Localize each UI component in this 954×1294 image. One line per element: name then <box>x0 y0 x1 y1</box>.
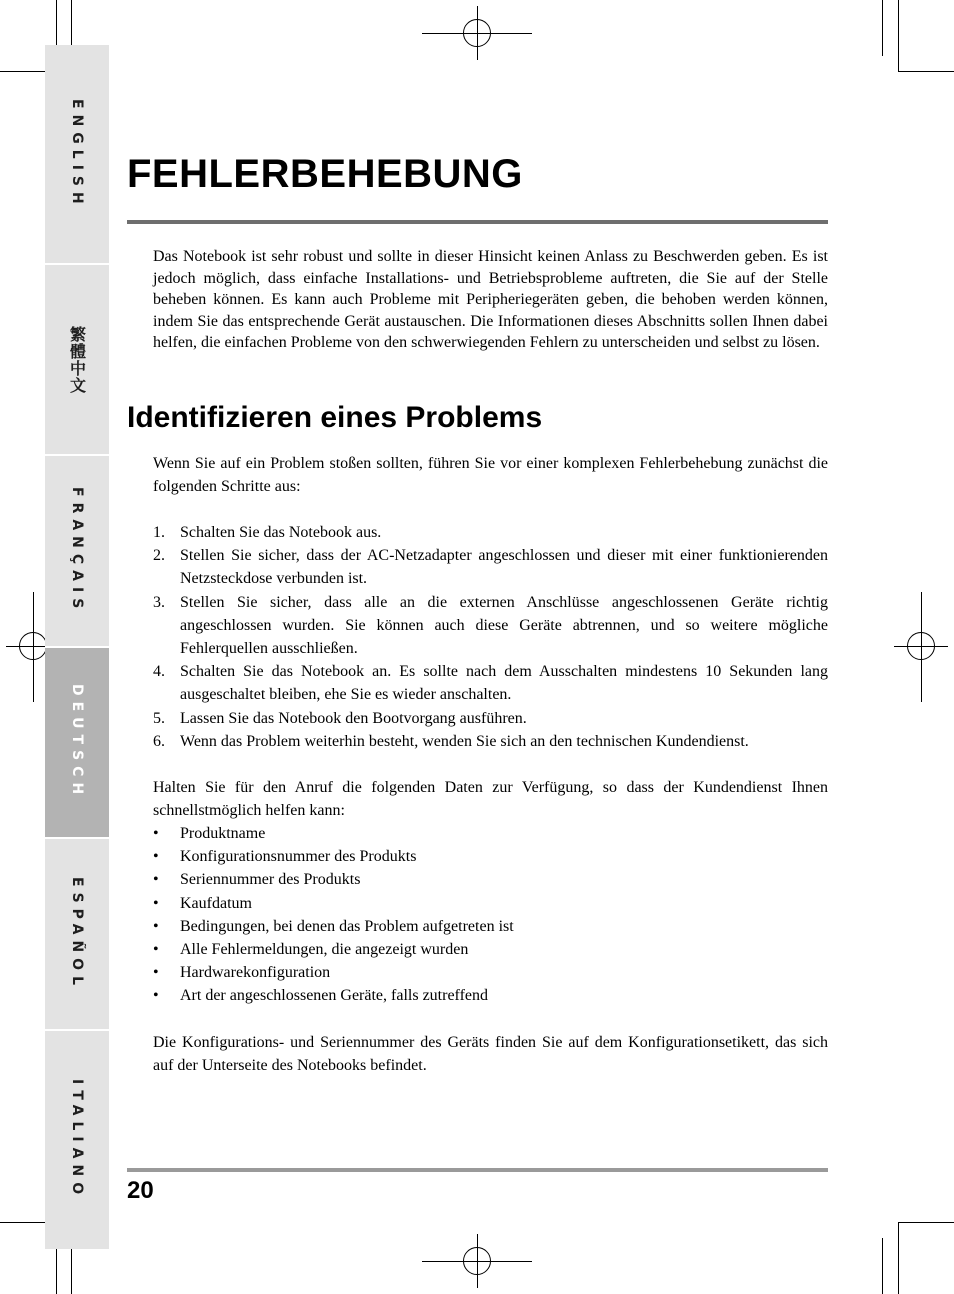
tab-label-italiano: ITALIANO <box>69 1079 85 1201</box>
list-item <box>153 984 828 1007</box>
tab-label-francais: FRANÇAIS <box>69 487 85 615</box>
list-item <box>153 730 828 753</box>
page-number: 20 <box>127 1177 154 1204</box>
bullet-text: Hardwarekonfiguration <box>180 964 331 982</box>
crop-mark <box>898 1222 899 1294</box>
step-number: 1. <box>153 524 165 541</box>
step-text: Wenn das Problem weiterhin besteht, wenden Sie sich an den technischen Kundendienst. <box>180 732 749 750</box>
list-item <box>153 915 828 938</box>
support-info-list <box>153 822 828 1008</box>
bullet: • <box>153 894 159 912</box>
bullet-text: Alle Fehlermeldungen, die angezeigt wurden <box>180 941 469 959</box>
tab-deutsch[interactable] <box>45 648 109 837</box>
bullet: • <box>153 941 159 959</box>
tab-label-deutsch: DEUTSCH <box>69 684 85 801</box>
step-number: 6. <box>153 732 165 750</box>
tab-label-english: ENGLISH <box>69 98 85 210</box>
bullet-text: Art der angeschlossenen Geräte, falls zutreffend <box>180 987 489 1005</box>
bullet: • <box>153 825 159 842</box>
tab-label-traditional-chinese: 繁體中文 <box>67 325 87 394</box>
intro-paragraph: Das Notebook ist sehr robust und sollte in dieser Hinsicht keinen Anlass zu Beschwerden geben. Es ist jedoch möglich, dass einfache Installations- und Betriebsprobleme auftreten, die Sie auf der Stelle beheben können. Es kann auch Probleme mit Peripheriegeräten geben, die behoben werden können, indem Sie das entsprechende Gerät austauschen. Die Informationen dieses Abschnitts sollen Ihnen dabei helfen, die einfachen Probleme von den schwerwiegenden Fehlern zu unterscheiden und selbst zu lösen. <box>153 248 828 351</box>
section-lead: Wenn Sie auf ein Problem stoßen sollten, führen Sie vor einer komplexen Fehlerbehebung zunächst die folgenden Schritte aus: <box>153 455 828 495</box>
step-text: Stellen Sie sicher, dass der AC-Netzadapter angeschlossen und dieser mit einer funktionierenden Netzsteckdose verbunden ist. <box>180 547 828 588</box>
bullet: • <box>153 848 159 866</box>
list-item <box>153 938 828 961</box>
crop-mark <box>882 0 883 56</box>
step-text: Stellen Sie sicher, dass alle an die externen Anschlüsse angeschlossenen Geräte richtig angeschlossen wurden. Sie können auch diese Geräte abtrennen, und so weitere mögliche Fehlerquellen ausschließen. <box>180 593 828 658</box>
registration-circle <box>463 19 491 47</box>
registration-circle <box>907 632 935 660</box>
page-title: FEHLERBEHEBUNG <box>127 152 523 196</box>
step-text: Lassen Sie das Notebook den Bootvorgang ausführen. <box>180 709 527 727</box>
tab-label-espanol: ESPAÑOL <box>69 877 85 991</box>
list-item <box>153 961 828 984</box>
support-intro: Halten Sie für den Anruf die folgenden Daten zur Verfügung, so dass der Kundendienst Ihnen schnellstmöglich helfen kann: <box>153 779 828 819</box>
step-number: 3. <box>153 593 165 611</box>
crop-mark <box>898 0 899 71</box>
bullet: • <box>153 987 159 1005</box>
list-item <box>153 521 828 544</box>
steps-list <box>153 521 828 753</box>
step-text: Schalten Sie das Notebook aus. <box>180 524 382 541</box>
registration-circle <box>19 632 47 660</box>
crop-mark <box>898 71 954 72</box>
section-heading: Identifizieren eines Problems <box>127 401 543 434</box>
step-number: 2. <box>153 547 165 565</box>
list-item <box>153 591 828 661</box>
step-number: 4. <box>153 663 165 681</box>
title-rule <box>127 220 828 224</box>
bullet: • <box>153 917 159 935</box>
crop-mark <box>882 1238 883 1294</box>
registration-circle <box>463 1247 491 1275</box>
closing-paragraph: Die Konfigurations- und Seriennummer des Geräts finden Sie auf dem Konfigurationsetikett, das sich auf der Unterseite des Notebooks befindet. <box>153 1034 828 1074</box>
bullet: • <box>153 871 159 889</box>
bullet-text: Bedingungen, bei denen das Problem aufgetreten ist <box>180 917 514 935</box>
language-tabs <box>45 45 109 1249</box>
list-item <box>153 822 828 845</box>
step-text: Schalten Sie das Notebook an. Es sollte nach dem Ausschalten mindestens 10 Sekunden lang ausgeschaltet bleiben, ehe Sie es wieder anschalten. <box>180 663 828 704</box>
list-item <box>153 845 828 868</box>
footer-rule <box>127 1168 828 1172</box>
tab-francais[interactable] <box>45 456 109 646</box>
bullet: • <box>153 964 159 982</box>
list-item <box>153 660 828 706</box>
tab-espanol[interactable] <box>45 839 109 1029</box>
tab-traditional-chinese[interactable] <box>45 265 109 454</box>
tab-italiano[interactable] <box>45 1031 109 1249</box>
tab-english[interactable] <box>45 45 109 263</box>
list-item <box>153 892 828 915</box>
bullet-text: Konfigurationsnummer des Produkts <box>180 848 417 866</box>
step-number: 5. <box>153 709 165 727</box>
list-item <box>153 544 828 590</box>
list-item <box>153 868 828 891</box>
list-item <box>153 707 828 730</box>
crop-mark <box>898 1222 954 1223</box>
bullet-text: Seriennummer des Produkts <box>180 871 361 889</box>
bullet-text: Kaufdatum <box>180 894 252 912</box>
bullet-text: Produktname <box>180 825 266 842</box>
